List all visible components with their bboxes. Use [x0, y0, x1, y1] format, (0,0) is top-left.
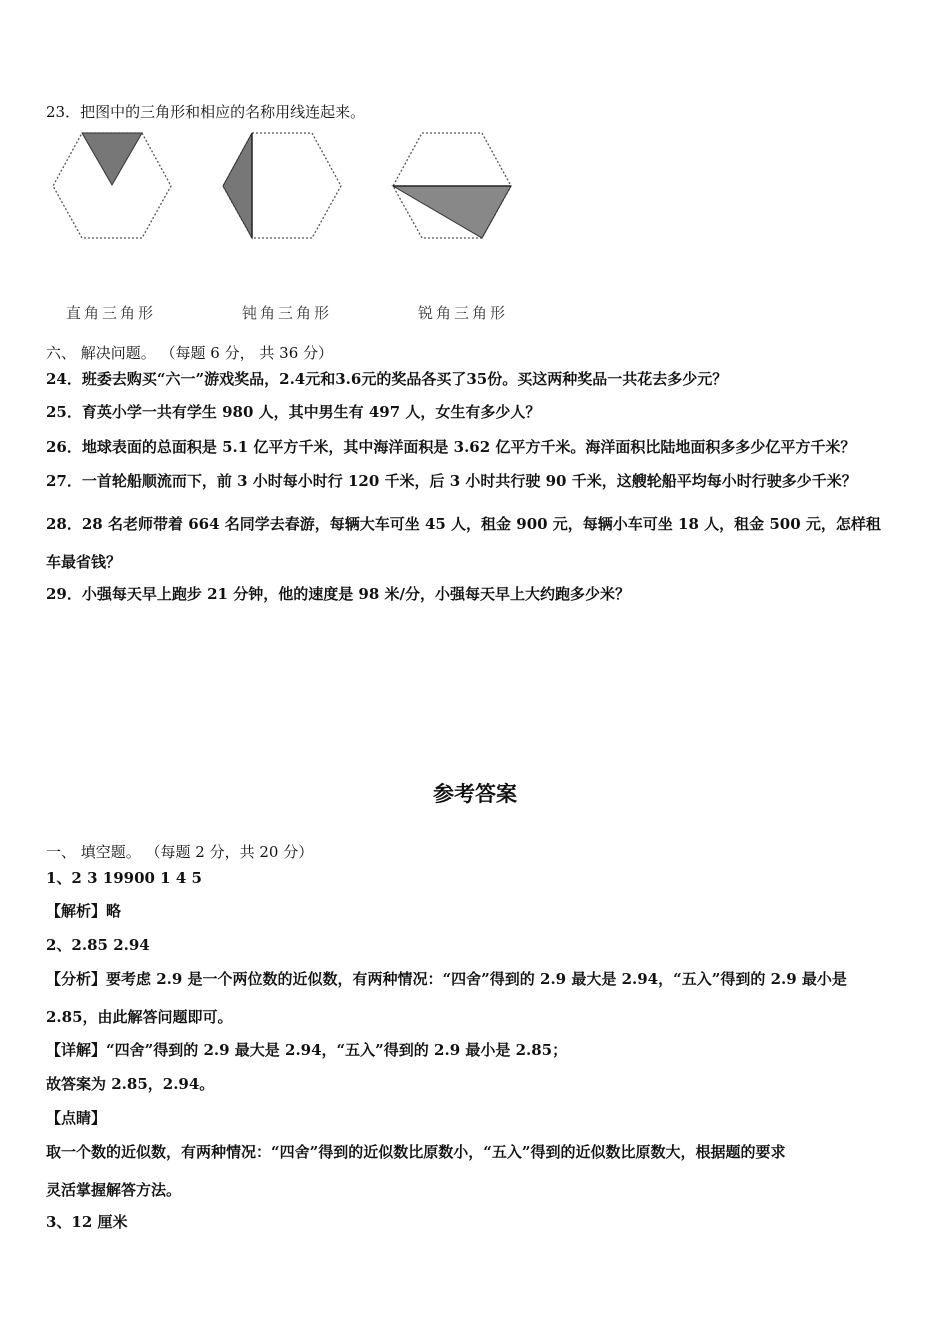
- question-27: 27．一首轮船顺流而下，前 3 小时每小时行 120 千米，后 3 小时共行驶 90 千米，这艘轮船平均每小时行驶多少千米？: [46, 472, 857, 490]
- caption-acute-triangle: 锐角三角形: [418, 304, 509, 322]
- shaded-triangle: [393, 186, 511, 238]
- answer-2-analysis-line-2: 2.85，由此解答问题即可。: [46, 1008, 233, 1026]
- answer-2-tip-line-2: 灵活掌握解答方法。: [46, 1181, 182, 1199]
- question-28-line-2: 车最省钱？: [46, 553, 122, 571]
- question-26: 26．地球表面的总面积是 5.1 亿平方千米，其中海洋面积是 3.62 亿平方千米。海洋面积比陆地面积多多少亿平方千米？: [46, 438, 856, 456]
- question-28-line-1: 28．28 名老师带着 664 名同学去春游，每辆大车可坐 45 人，租金 900 元，每辆小车可坐 18 人，租金 500 元，怎样租: [46, 515, 881, 533]
- question-23: 23．把图中的三角形和相应的名称用线连起来。: [46, 103, 366, 121]
- question-25: 25．育英小学一共有学生 980 人，其中男生有 497 人，女生有多少人？: [46, 403, 541, 421]
- hexagon-figure-2: [220, 130, 345, 242]
- hexagon-figure-1: [50, 130, 175, 242]
- shaded-triangle: [223, 133, 252, 238]
- answer-1-analysis: 【解析】略: [46, 902, 122, 920]
- answer-3: 3、12 厘米: [46, 1213, 128, 1231]
- shaded-triangle: [82, 133, 142, 185]
- question-24: 24．班委去购买“六一”游戏奖品，2.4元和3.6元的奖品各买了35份。买这两种奖品一共花去多少元？: [46, 370, 728, 388]
- answer-2: 2、2.85 2.94: [46, 936, 150, 954]
- answers-title: 参考答案: [433, 782, 517, 806]
- hexagon-figure-3: [390, 130, 515, 242]
- answer-2-detail: 【详解】“四舍”得到的 2.9 最大是 2.94，“五入”得到的 2.9 最小是 2.85；: [46, 1041, 568, 1059]
- caption-right-triangle: 直角三角形: [66, 304, 157, 322]
- section-6-heading: 六、 解决问题。 （每题 6 分， 共 36 分）: [46, 344, 334, 362]
- answer-2-analysis-line-1: 【分析】要考虑 2.9 是一个两位数的近似数，有两种情况：“四舍”得到的 2.9 最大是 2.94，“五入”得到的 2.9 最小是: [46, 970, 847, 988]
- caption-obtuse-triangle: 钝角三角形: [242, 304, 333, 322]
- question-29: 29．小强每天早上跑步 21 分钟，他的速度是 98 米/分，小强每天早上大约跑多少米？: [46, 585, 630, 603]
- answer-1: 1、2 3 19900 1 4 5: [46, 869, 202, 887]
- answer-2-tip-line-1: 取一个数的近似数，有两种情况：“四舍”得到的近似数比原数小，“五入”得到的近似数比原数大，根据题的要求: [46, 1143, 786, 1161]
- answer-2-result: 故答案为 2.85，2.94。: [46, 1075, 215, 1093]
- answer-section-1-heading: 一、 填空题。 （每题 2 分，共 20 分）: [46, 843, 314, 861]
- answer-2-tip-heading: 【点睛】: [46, 1109, 107, 1127]
